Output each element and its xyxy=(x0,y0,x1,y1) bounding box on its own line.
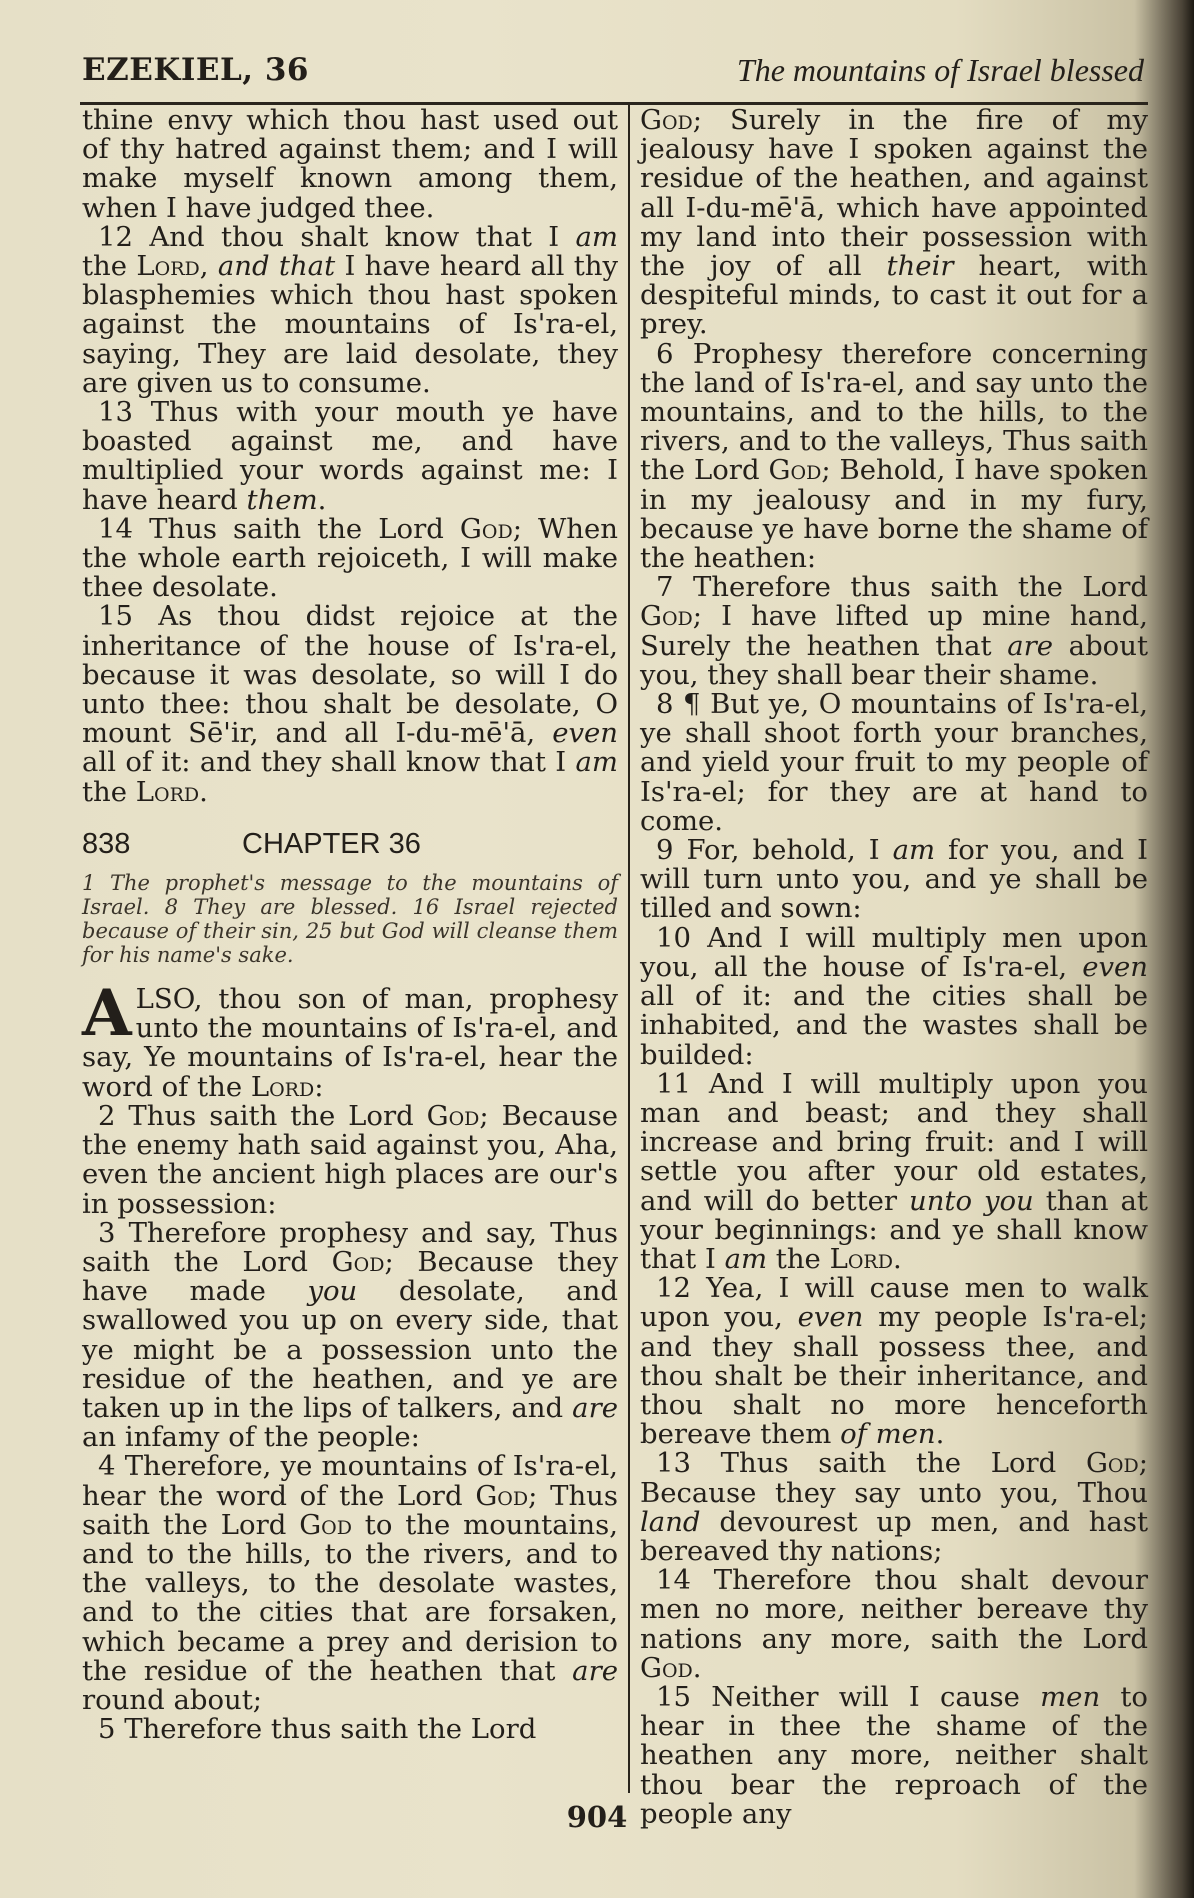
verse-36-10: 10 And I will multiply men upon you, all the house of Is'ra-el, even all of it: and the cities shall be inhabited, and the wastes shall be builded: xyxy=(640,921,1148,1071)
verse-36-8: 8 ¶ But ye, O mountains of Is'ra-el, ye shall shoot forth your branches, and yield your fruit to my people of Is'ra-el; for they are at hand to come. xyxy=(640,688,1148,837)
drop-cap: A xyxy=(82,976,132,1052)
verse-35-15: 15 As thou didst rejoice at the inheritance of the house of Is'ra-el, because it was desolate, so will I do unto thee: thou shalt be desolate, O mount Sē'ir, and all I-du-mē'ā, even all of it: and they shall know that I am the Lord. xyxy=(82,600,618,808)
right-column xyxy=(640,106,1148,1829)
verse-35-12: 12 And thou shalt know that I am the Lord, and that I have heard all thy blasphemies which thou hast spoken against the mountains of Is'ra-el, saying, They are laid desolate, they are given us to consume. xyxy=(82,220,619,399)
verse-35-11-tail: thine envy which thou hast used out of thy hatred against them; and I will make myself known among them, when I have judged thee. xyxy=(82,104,618,224)
page-number: 904 xyxy=(566,1800,628,1834)
verse-36-5-cont: God; Surely in the fire of my jealousy have I spoken against the residue of the heathen, and against all I-du-mē'ā, which have appointed my land into their possession with the joy of all their heart, with despiteful minds, to cast it out for a prey. xyxy=(640,104,1149,341)
verse-36-4: 4 Therefore, ye mountains of Is'ra-el, hear the word of the Lord God; Thus saith the Lord God to the mountains, and to the hills, to the rivers, and to the valleys, to the desolate wastes, and to the cities that are forsaken, which became a prey and derision to the residue of the heathen that are round about; xyxy=(82,1450,618,1716)
verse-36-6: 6 Prophesy therefore concerning the land of Is'ra-el, and say unto the mountains, and to the hills, to the rivers, and to the valleys, Thus saith the Lord God; Behold, I have spoken in my jealousy and in my fury, because ye have borne the shame of the heathen: xyxy=(640,337,1149,575)
verse-36-11: 11 And I will multiply upon you man and beast; and they shall increase and bring fruit: and I will settle you after your old estates, and will do better unto you than at your beginnings: and ye shall know that I am the Lord. xyxy=(640,1067,1148,1275)
column-divider xyxy=(628,105,630,1793)
chapter-summary: 1 The prophet's message to the mountains of Israel. 8 They are blessed. 16 Israel rejected because of their sin, 25 but God will cleanse them for his name's sake. xyxy=(82,871,618,968)
verse-36-2: 2 Thus saith the Lord God; Because the enemy hath said against you, Aha, even the ancient high places are our's in possession: xyxy=(82,1099,618,1220)
verse-36-14: 14 Therefore thou shalt devour men no more, neither bereave thy nations any more, saith the Lord God. xyxy=(640,1564,1148,1684)
verse-36-13: 13 Thus saith the Lord God; Because they say unto you, Thou land devourest up men, and hast bereaved thy nations; xyxy=(640,1447,1148,1567)
chapter-reference-number: 838 xyxy=(82,827,131,860)
running-head-topic: The mountains of Israel blessed xyxy=(736,52,1144,88)
verse-36-1: ALSO, thou son of man, prophesy unto the mountains of Is'ra-el, and say, Ye mountains of Is'ra-el, hear the word of the Lord: xyxy=(82,976,618,1103)
chapter-title: CHAPTER 36 xyxy=(242,827,421,860)
chapter-heading xyxy=(82,827,618,860)
verse-36-5-start: 5 Therefore thus saith the Lord xyxy=(98,1713,537,1746)
verse-35-13: 13 Thus with your mouth ye have boasted against me, and have multiplied your words against me: I have heard them. xyxy=(82,396,618,516)
verse-36-15: 15 Neither will I cause men to hear in thee the shame of the heathen any more, neither shalt thou bear the reproach of the people any xyxy=(640,1680,1148,1830)
verse-35-14: 14 Thus saith the Lord God; When the whole earth rejoiceth, I will make thee desolate. xyxy=(82,512,619,604)
verse-36-3: 3 Therefore prophesy and say, Thus saith the Lord God; Because they have made you desolate, and swallowed you up on every side, that ye might be a possession unto the residue of the heathen, and ye are taken up in the lips of talkers, and are an infamy of the people: xyxy=(82,1216,618,1454)
verse-36-7: 7 Therefore thus saith the Lord God; I have lifted up mine hand, Surely the heathen that are about you, they shall bear their shame. xyxy=(640,571,1148,691)
running-head-book: EZEKIEL, 36 xyxy=(82,52,309,88)
verse-36-9: 9 For, behold, I am for you, and I will turn unto you, and ye shall be tilled and sown: xyxy=(640,834,1148,925)
verse-36-12: 12 Yea, I will cause men to walk upon you, even my people Is'ra-el; and they shall possess thee, and thou shalt be their inheritance, and thou shalt no more henceforth bereave them of men. xyxy=(640,1272,1148,1451)
left-column xyxy=(82,106,618,1744)
